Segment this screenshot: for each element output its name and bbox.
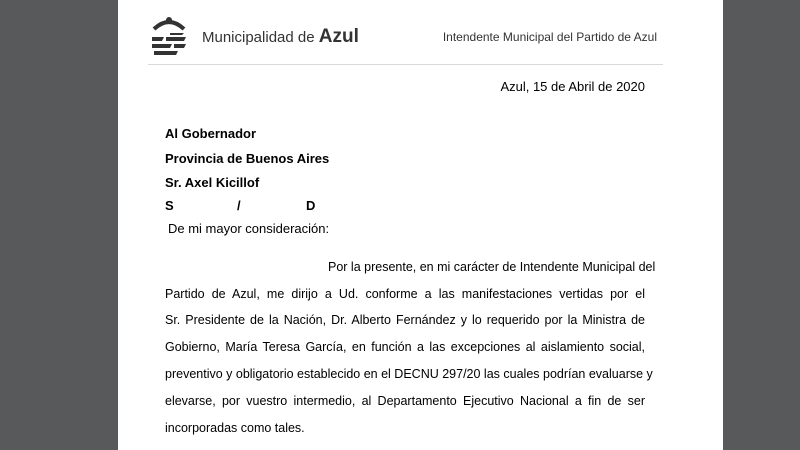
header-title: Intendente Municipal del Partido de Azul: [442, 30, 657, 44]
body-line: Gobierno, María Teresa García, en función a las excepciones al aislamiento social,: [165, 340, 645, 354]
municipality-logo-icon: [148, 13, 190, 57]
body-line: incorporadas como tales.: [165, 421, 305, 435]
sd-slash: /: [237, 198, 241, 213]
body-line: Sr. Presidente de la Nación, Dr. Alberto Fernández y lo requerido por la Ministra de: [165, 313, 645, 327]
body-line: elevarse, por vuestro intermedio, al Departamento Ejecutivo Nacional a fin de ser: [165, 394, 645, 408]
recipient-line: Provincia de Buenos Aires: [165, 151, 330, 166]
recipient-line: Sr. Axel Kicillof: [165, 175, 260, 190]
body-line: preventivo y obligatorio establecido en el DECNU 297/20 las cuales podrían evaluarse y: [165, 367, 653, 381]
recipient-line: Al Gobernador: [165, 126, 257, 141]
sd-line: [165, 198, 325, 214]
letterhead: [118, 0, 723, 62]
brand-name-bold: Azul: [318, 26, 359, 47]
header-divider: [148, 64, 663, 65]
brand-prefix: Municipalidad de: [202, 29, 315, 46]
body-line: Por la presente, en mi carácter de Intendente Municipal del: [328, 260, 656, 274]
letter-date: Azul, 15 de Abril de 2020: [500, 79, 645, 94]
sd-s: S: [165, 198, 174, 213]
body-line: Partido de Azul, me dirijo a Ud. conforme a las manifestaciones vertidas por el: [165, 287, 645, 301]
document-page: [118, 0, 723, 450]
greeting: De mi mayor consideración:: [168, 221, 330, 236]
brand-name: [202, 26, 359, 48]
sd-d: D: [306, 198, 316, 213]
